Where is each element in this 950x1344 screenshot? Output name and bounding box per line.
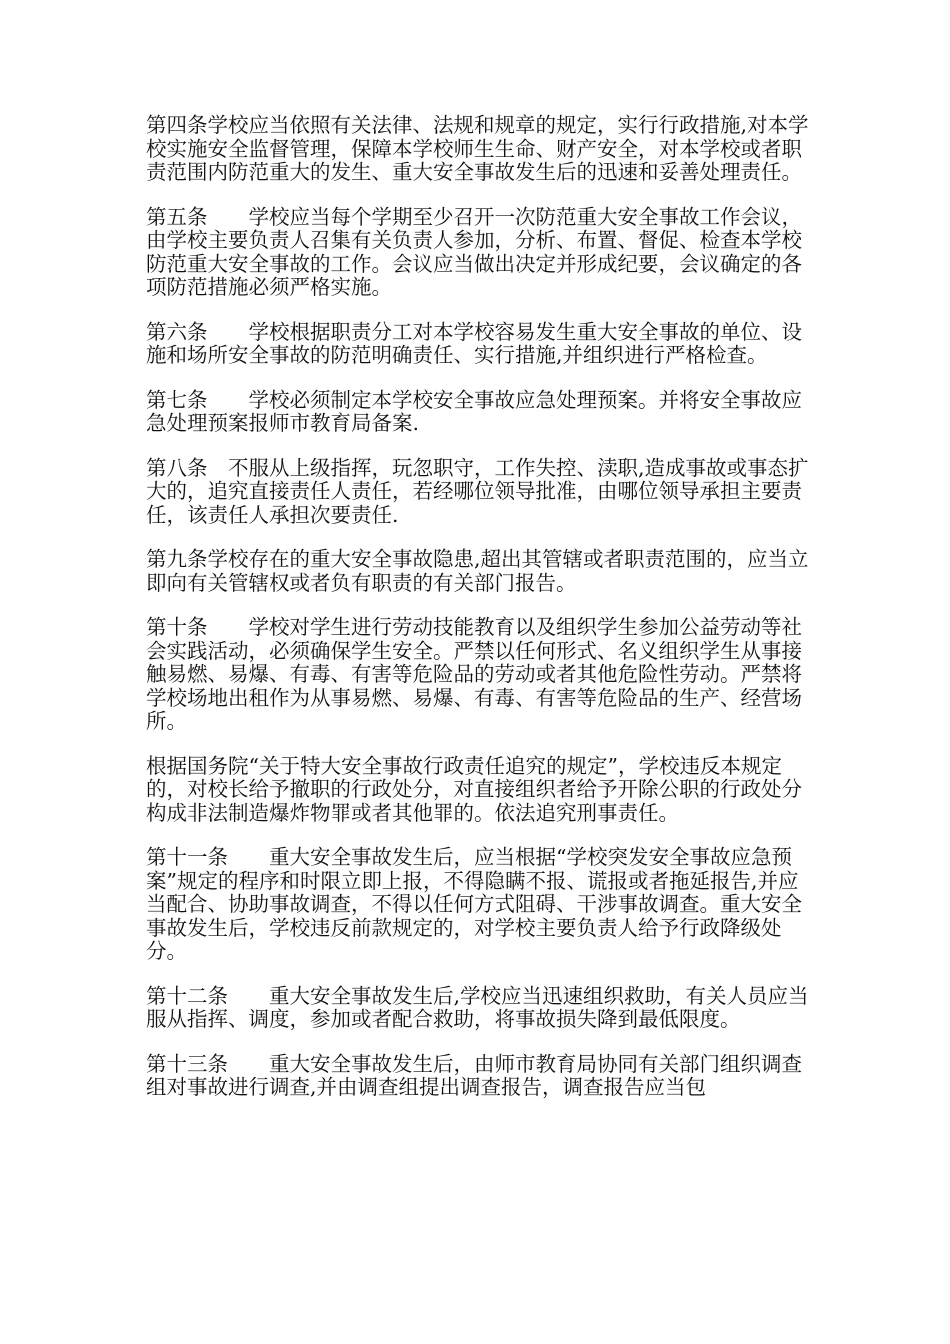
article-5-paragraph: 第五条 学校应当每个学期至少召开一次防范重大安全事故工作会议，由学校主要负责人召集有关负责人参加，分析、布置、督促、检查本学校防范重大安全事故的工作。会议应当做出决定并形成纪要，会议确定的各项防范措施必须严格实施。 <box>146 204 802 299</box>
article-4-paragraph: 第四条学校应当依照有关法律、法规和规章的规定，实行行政措施,对本学校实施安全监督管理，保障本学校师生生命、财产安全，对本学校或者职责范围内防范重大的发生、重大安全事故发生后的迅速和妥善处理责任。 <box>146 113 809 184</box>
document-page <box>146 114 814 1121</box>
article-6-paragraph: 第六条 学校根据职责分工对本学校容易发生重大安全事故的单位、设施和场所安全事故的防范明确责任、实行措施,并组织进行严格检查。 <box>146 319 802 367</box>
article-10-paragraph: 第十条 学校对学生进行劳动技能教育以及组织学生参加公益劳动等社会实践活动，必须确保学生安全。严禁以任何形式、名义组织学生从事接触易燃、易爆、有毒、有害等危险品的劳动或者其他危险性劳动。严禁将学校场地出租作为从事易燃、易爆、有毒、有害等危险品的生产、经营场所。 <box>146 615 802 733</box>
article-8-paragraph: 第八条 不服从上级指挥，玩忽职守，工作失控、渎职,造成事故或事态扩大的，追究直接责任人责任，若经哪位领导批准，由哪位领导承担主要责任，该责任人承担次要责任. <box>146 455 809 527</box>
article-7-paragraph: 第七条 学校必须制定本学校安全事故应急处理预案。并将安全事故应急处理预案报师市教育局备案. <box>146 387 802 435</box>
article-11-paragraph: 第十一条 重大安全事故发生后，应当根据“学校突发安全事故应急预案”规定的程序和时限立即上报，不得隐瞒不报、谎报或者拖延报告,并应当配合、协助事故调查，不得以任何方式阻碍、干涉事故调查。重大安全事故发生后，学校违反前款规定的，对学校主要负责人给予行政降级处分。 <box>146 845 802 963</box>
article-12-paragraph: 第十二条 重大安全事故发生后,学校应当迅速组织救助，有关人员应当服从指挥、调度，参加或者配合救助，将事故损失降到最低限度。 <box>146 983 809 1031</box>
state-council-paragraph: 根据国务院“关于特大安全事故行政责任追究的规定”，学校违反本规定的，对校长给予撤职的行政处分，对直接组织者给予开除公职的行政处分构成非法制造爆炸物罪或者其他罪的。依法追究刑事责任。 <box>146 753 802 825</box>
article-9-paragraph: 第九条学校存在的重大安全事故隐患,超出其管辖或者职责范围的，应当立即向有关管辖权或者负有职责的有关部门报告。 <box>146 547 809 595</box>
article-13-paragraph: 第十三条 重大安全事故发生后，由师市教育局协同有关部门组织调查组对事故进行调查,并由调查组提出调查报告，调查报告应当包 <box>146 1051 802 1099</box>
